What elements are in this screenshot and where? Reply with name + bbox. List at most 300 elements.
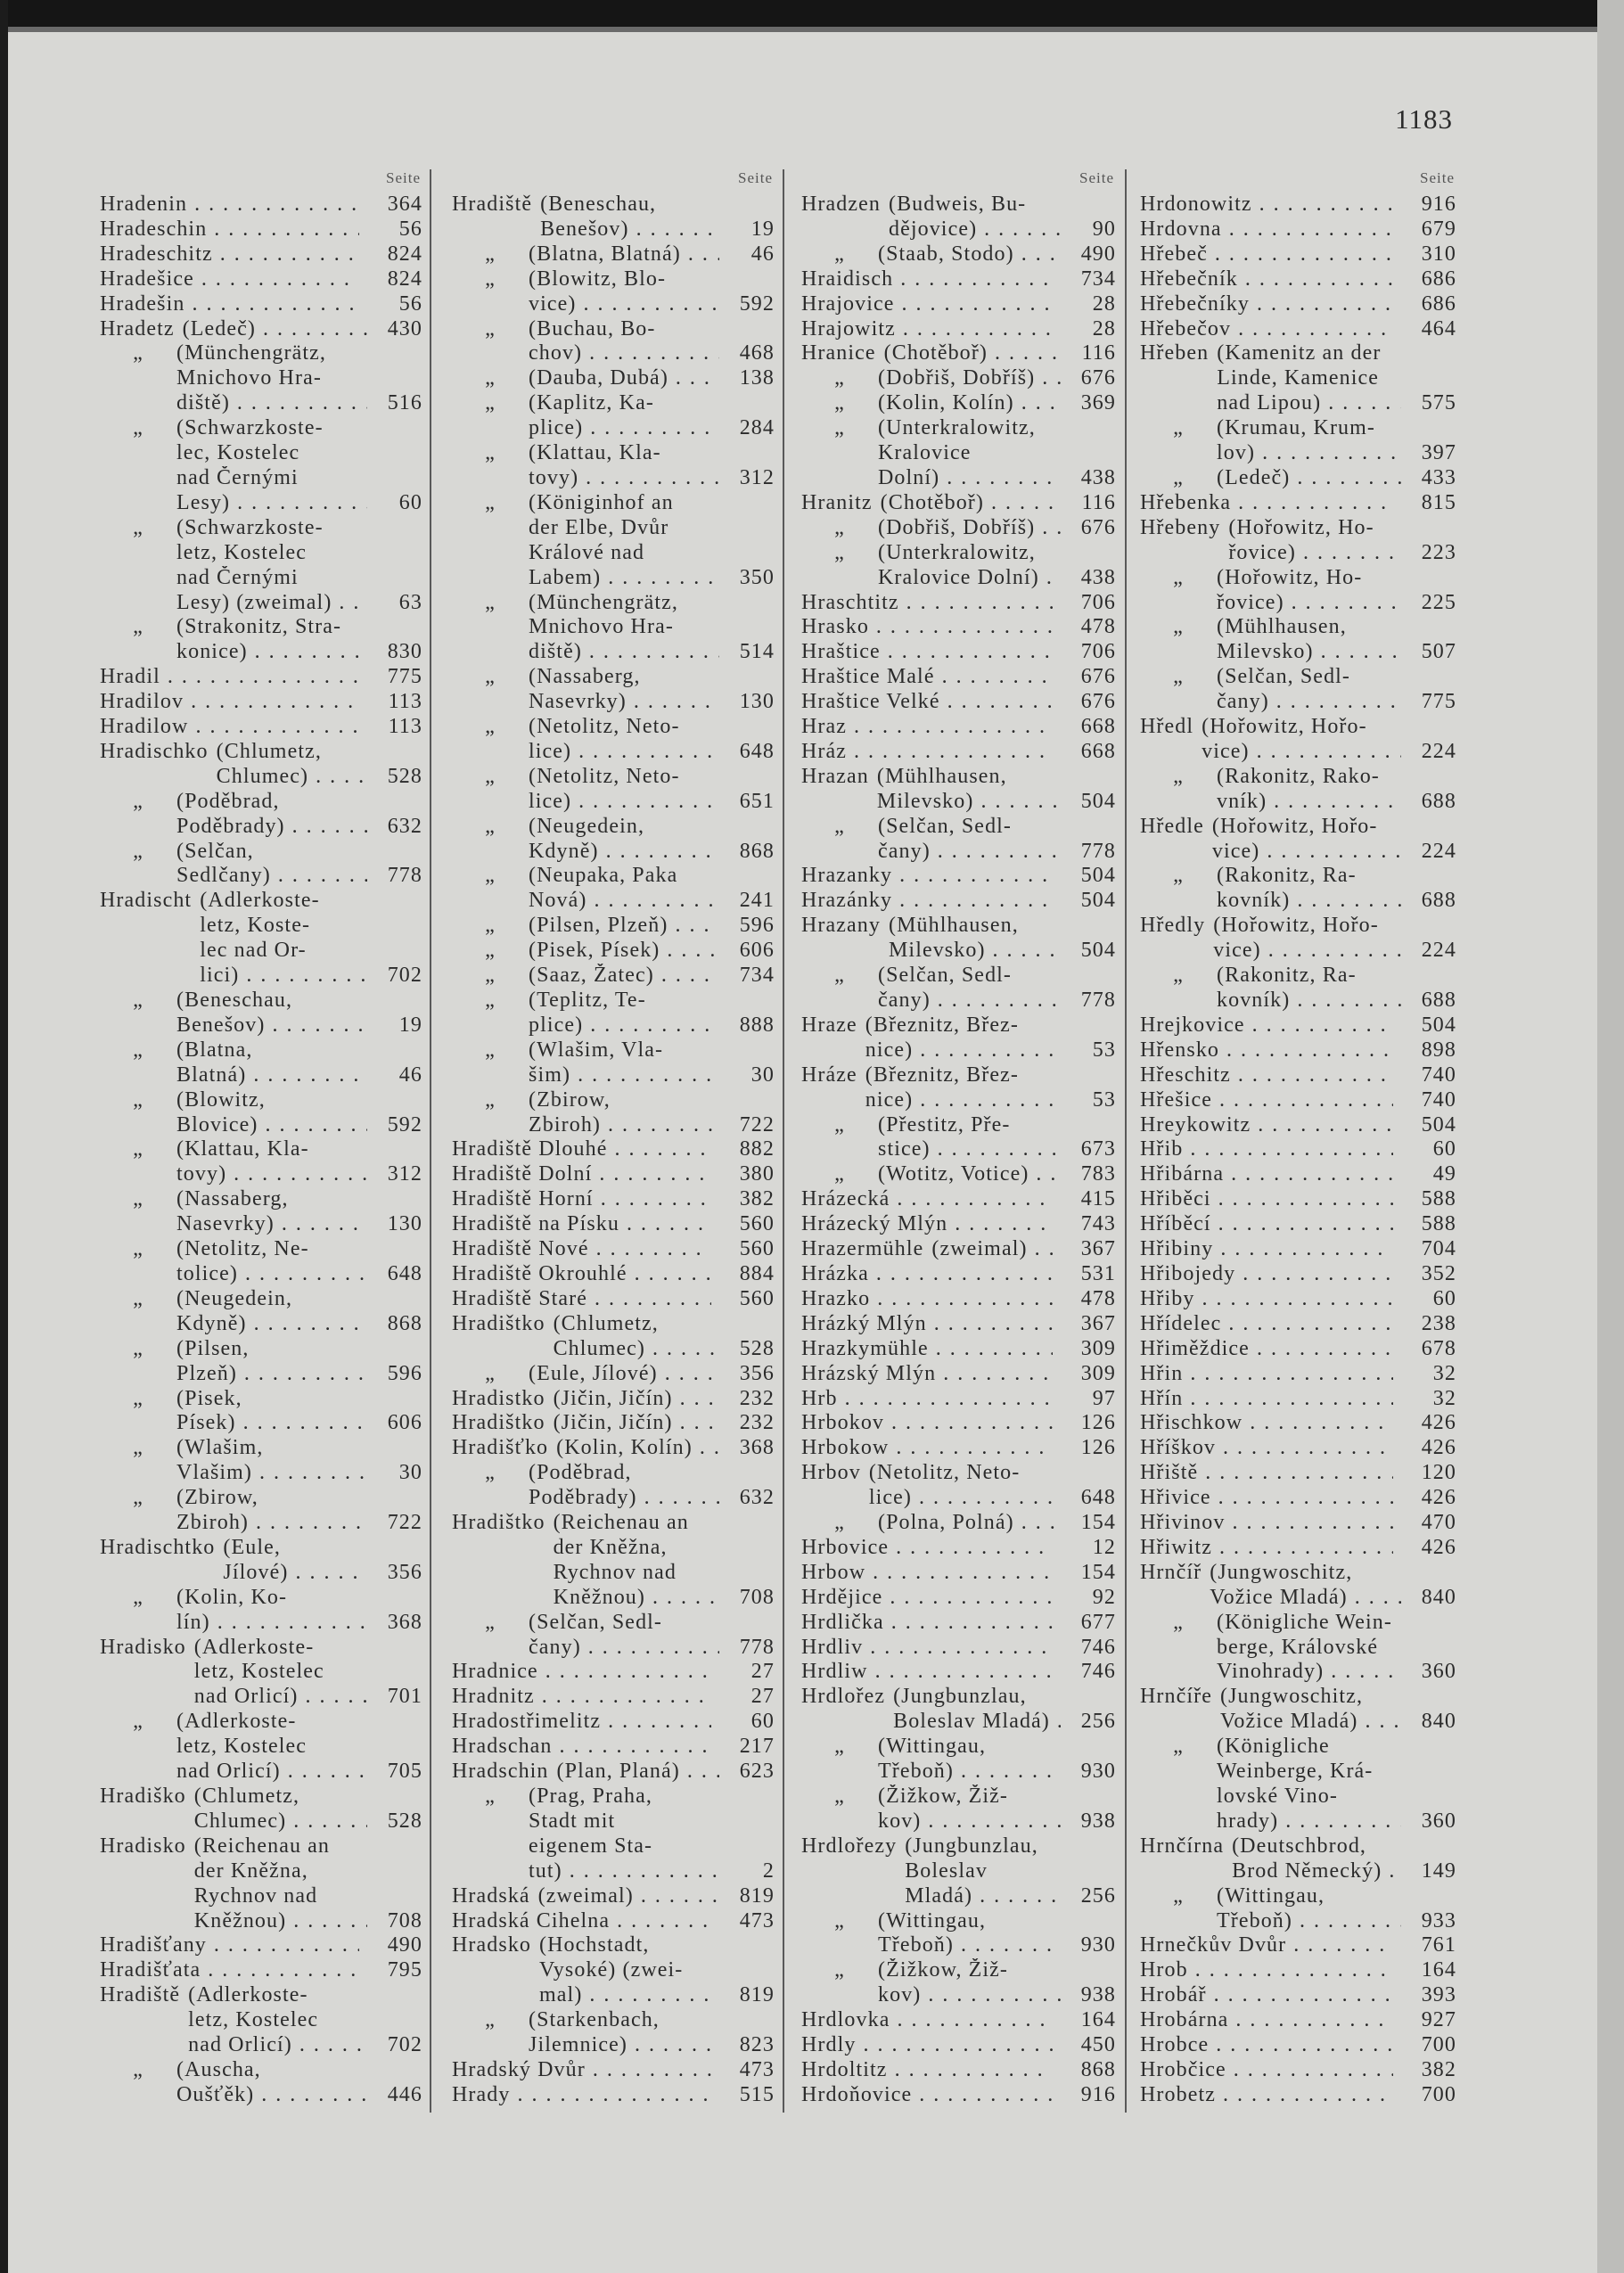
entry-details: [529, 914, 719, 939]
page-reference: 819: [739, 1983, 775, 2007]
entry-detail-line: Linde, Kamenice: [1217, 366, 1379, 390]
index-entry: [452, 1710, 775, 1735]
entry-detail-line: nice) . . .: [865, 1088, 1061, 1113]
index-entry: [452, 1411, 775, 1436]
entry-detail-line: lov) . . .: [1217, 441, 1401, 466]
entry-detail-line: (Dobřiš, Dobříš) . . .: [878, 366, 1061, 391]
entry-name: Hrobetz . . .: [1140, 2083, 1393, 2108]
index-entry: [1140, 1113, 1456, 1138]
entry-details: [529, 1362, 719, 1387]
entry-name: Hreykowitz . . .: [1140, 1113, 1393, 1138]
entry-details: [1210, 1561, 1401, 1611]
index-entry: [801, 964, 1116, 1013]
entry-details: [865, 1063, 1061, 1113]
entry-name: Hřiby . . .: [1140, 1287, 1393, 1312]
entry-detail-line: Milevsko) . . .: [877, 790, 1061, 815]
index-entry: [100, 267, 422, 292]
entry-detail-line: (Poděbrad,: [176, 789, 280, 813]
page-reference: 916: [1421, 193, 1456, 216]
page-reference: 63: [398, 590, 422, 614]
entry-details: [556, 1436, 719, 1461]
entry-details: [1217, 864, 1401, 914]
entry-details: [176, 1710, 367, 1785]
page-reference: 606: [739, 939, 775, 963]
index-entry: [801, 1685, 1116, 1735]
index-entry: [801, 1063, 1116, 1113]
page-reference: 60: [750, 1710, 775, 1734]
entry-name: Hřensko . . .: [1140, 1038, 1393, 1063]
entry-detail-line: (Adlerkoste-: [188, 1983, 308, 2007]
entry-detail-line: (Wotitz, Votice) . . .: [878, 1162, 1061, 1187]
entry-detail-line: (Wittingau,: [878, 1908, 987, 1932]
ditto-mark: „: [834, 964, 845, 988]
entry-details: [529, 665, 719, 715]
index-entry: [1140, 665, 1456, 715]
ditto-mark: „: [485, 366, 496, 390]
index-entry: [100, 416, 422, 516]
ditto-mark: „: [485, 914, 496, 938]
ditto-mark: „: [1173, 1883, 1184, 1908]
entry-name: Hradilow . . .: [100, 715, 359, 740]
ditto-mark: „: [133, 2057, 144, 2081]
entry-detail-line: (Eule, Jílové) . . .: [529, 1362, 719, 1387]
index-entry: [452, 1511, 775, 1611]
page-reference: 113: [388, 690, 422, 714]
page-reference: 824: [387, 267, 422, 291]
entry-detail-line: letz, Koste-: [200, 914, 311, 938]
entry-details: [1217, 1884, 1401, 1934]
page-reference: 632: [387, 814, 422, 838]
index-entry: [1140, 1187, 1456, 1212]
entry-name: Hradistko: [452, 1386, 545, 1410]
page-reference: 528: [739, 1336, 775, 1360]
entry-detail-line: (Unterkralowitz,: [878, 416, 1036, 440]
page-reference: 154: [1080, 1511, 1116, 1535]
page-reference: 606: [387, 1411, 422, 1435]
entry-detail-line: (Starkenbach,: [529, 2008, 660, 2032]
page-reference: 478: [1080, 615, 1116, 639]
entry-detail-line: Stadt mit: [529, 1809, 616, 1833]
entry-detail-line: (Zbirow,: [529, 1087, 611, 1112]
entry-details: [878, 1113, 1061, 1163]
ditto-mark: „: [485, 267, 496, 291]
entry-detail-line: (Teplitz, Te-: [529, 989, 646, 1012]
index-entry: [1140, 1958, 1456, 1983]
entry-name: Hrdějice . . .: [801, 1586, 1053, 1611]
entry-name: Hrazermühle: [801, 1237, 924, 1261]
index-entry: [452, 2008, 775, 2058]
entry-name: Hradiště Nové . . .: [452, 1237, 711, 1262]
entry-detail-line: vník) . . .: [1217, 790, 1401, 815]
index-entry: [452, 1660, 775, 1685]
ditto-mark: „: [133, 1386, 144, 1410]
entry-detail-line: (Strakonitz, Stra-: [176, 615, 342, 639]
entry-name: Hředl: [1140, 715, 1194, 739]
entry-name: Hraštice Malé . . .: [801, 665, 1053, 690]
index-entry: [801, 1561, 1116, 1586]
entry-name: Hradnitz . . .: [452, 1685, 711, 1710]
entry-details: [223, 1536, 367, 1586]
entry-name: Hrb . . .: [801, 1387, 1053, 1412]
entry-detail-line: (Reichenau an: [553, 1511, 689, 1535]
entry-name: Hrazkymühle . . .: [801, 1337, 1053, 1362]
entry-name: Hřebeny: [1140, 515, 1221, 539]
entry-details: [878, 416, 1061, 491]
index-entry: [801, 193, 1116, 242]
index-entry: [801, 267, 1116, 292]
page-reference: 223: [1421, 540, 1456, 564]
entry-detail-line: nad Orlicí) . . .: [194, 1685, 367, 1710]
entry-name: Hrejkovice . . .: [1140, 1013, 1393, 1038]
entry-detail-line: Rychnov nad: [193, 1883, 318, 1908]
page-reference: 898: [1421, 1038, 1456, 1062]
column-divider: [1125, 169, 1127, 2113]
index-entry: [100, 1785, 422, 1834]
entry-detail-line: Vožice Mladá) . . .: [1220, 1710, 1401, 1735]
entry-details: [529, 366, 719, 391]
page-reference: 722: [387, 1511, 422, 1535]
entry-name: Hrázký Mlýn . . .: [801, 1312, 1053, 1337]
entry-detail-line: (Jičin, Jičín) . . .: [554, 1387, 719, 1412]
entry-name: Hrobárna . . .: [1140, 2008, 1393, 2033]
index-entry: [1140, 217, 1456, 242]
index-entry: [1140, 1162, 1456, 1187]
entry-name: Hrobce . . .: [1140, 2033, 1393, 2058]
entry-detail-line: Třeboň) . . .: [878, 1933, 1061, 1958]
page-reference: 126: [1080, 1436, 1116, 1460]
page-reference: 700: [1421, 2033, 1456, 2057]
entry-details: [529, 2008, 719, 2058]
index-entry: [801, 1735, 1116, 1785]
entry-name: Hřiště . . .: [1140, 1461, 1393, 1486]
index-entry: [1140, 1511, 1456, 1536]
page-reference: 588: [1421, 1187, 1456, 1211]
entry-details: [176, 1387, 367, 1437]
entry-detail-line: (Netolitz, Neto-: [529, 764, 680, 788]
entry-detail-line: (Blowitz,: [176, 1087, 266, 1112]
page-reference: 677: [1080, 1610, 1116, 1634]
entry-detail-line: Třeboň) . . .: [1217, 1909, 1401, 1934]
ditto-mark: „: [133, 1585, 144, 1609]
index-entry: [100, 740, 422, 790]
ditto-mark: „: [133, 1710, 144, 1734]
entry-detail-line: der Kněžna,: [193, 1859, 308, 1883]
entry-name: Hřebenka . . .: [1140, 491, 1393, 516]
entry-detail-line: Kněžnou) . . .: [194, 1909, 367, 1934]
page-reference: 368: [387, 1610, 422, 1634]
entry-detail-line: (Adlerkoste-: [200, 889, 320, 913]
entry-detail-line: (Selčan,: [176, 839, 254, 863]
entry-name: Hřiběci . . .: [1140, 1187, 1393, 1212]
page-reference: 217: [739, 1735, 775, 1759]
index-entry: [452, 242, 775, 267]
index-entry: [100, 317, 422, 342]
page-reference: 840: [1421, 1585, 1456, 1609]
ditto-mark: „: [133, 1486, 144, 1510]
page-reference: 224: [1421, 839, 1456, 863]
entry-detail-line: Sedlčany) . . .: [176, 864, 367, 889]
index-entry: [801, 690, 1116, 715]
index-entry: [801, 292, 1116, 317]
page-reference: 648: [739, 739, 775, 763]
page-reference: 824: [387, 242, 422, 266]
entry-detail-line: Mladá) . . .: [905, 1884, 1061, 1909]
index-entry: [100, 1710, 422, 1785]
index-entry: [1140, 1685, 1456, 1735]
ditto-mark: „: [834, 1735, 845, 1759]
index-entry: [801, 1436, 1116, 1461]
ditto-mark: „: [485, 1610, 496, 1634]
page-reference: 397: [1421, 441, 1456, 465]
entry-details: [1217, 765, 1401, 815]
entry-name: Hřebeč . . .: [1140, 242, 1393, 267]
index-entry: [1140, 964, 1456, 1013]
entry-detail-line: Blovice) . . .: [176, 1113, 367, 1138]
page-reference: 504: [1080, 939, 1116, 963]
entry-detail-line: (Prag, Praha,: [529, 1785, 652, 1808]
scan-right-margin: [1597, 0, 1624, 2273]
entry-detail-line: (Auscha,: [176, 2057, 261, 2081]
entry-name: Hráz . . .: [801, 740, 1053, 765]
entry-details: [1213, 914, 1401, 964]
entry-details: [529, 242, 719, 267]
index-entry: [452, 939, 775, 964]
page-reference: 531: [1080, 1261, 1116, 1285]
page-reference: 19: [398, 1013, 422, 1037]
index-entry: [1140, 267, 1456, 292]
entry-name: Hradišťata . . .: [100, 1958, 359, 1983]
page-reference: 516: [387, 391, 422, 415]
page-reference: 528: [387, 764, 422, 788]
entry-detail-line: (Pisek,: [176, 1386, 242, 1410]
page-reference: 367: [1080, 1237, 1116, 1261]
ditto-mark: „: [834, 391, 845, 415]
entry-detail-line: (Buchau, Bo-: [529, 316, 656, 341]
entry-name: Hřiwitz . . .: [1140, 1536, 1393, 1561]
entry-detail-line: Třeboň) . . .: [878, 1760, 1061, 1785]
ditto-mark: „: [1173, 1735, 1184, 1759]
index-entry: [1140, 566, 1456, 616]
ditto-mark: „: [133, 839, 144, 863]
index-entry: [1140, 1983, 1456, 2008]
page-reference: 53: [1092, 1087, 1116, 1112]
entry-detail-line: Jilemnice) . . .: [529, 2033, 719, 2058]
entry-details: [554, 1511, 719, 1611]
entry-detail-line: lec, Kostelec: [176, 441, 300, 465]
entry-details: [1212, 815, 1401, 865]
page-reference: 116: [1081, 341, 1116, 365]
page-reference: 706: [1080, 640, 1116, 664]
ditto-mark: „: [834, 814, 845, 838]
entry-detail-line: (Pisek, Písek) . . .: [529, 939, 719, 964]
entry-detail-line: (Blatna, Blatná) . . .: [529, 242, 719, 267]
page-reference: 648: [1080, 1486, 1116, 1510]
ditto-mark: „: [485, 814, 496, 838]
page-reference: 309: [1080, 1361, 1116, 1385]
index-entry: [100, 1933, 422, 1958]
page-reference: 678: [1421, 1336, 1456, 1360]
entry-detail-line: Chlumec) . . .: [217, 765, 367, 790]
ditto-mark: „: [485, 864, 496, 888]
entry-name: Hrnčírna: [1140, 1834, 1225, 1858]
entry-detail-line: (Neugedein,: [529, 814, 645, 838]
entry-detail-line: (Netolitz, Neto-: [868, 1461, 1021, 1485]
page-reference: 504: [1421, 1112, 1456, 1136]
page-reference: 778: [387, 864, 422, 888]
entry-name: Hradostřimelitz . . .: [452, 1710, 711, 1735]
entry-detail-line: (Wittingau,: [878, 1735, 987, 1759]
index-entry: [100, 989, 422, 1038]
index-entry: [801, 665, 1116, 690]
index-entry: [1140, 1088, 1456, 1113]
index-entry: [1140, 466, 1456, 491]
index-entry: [801, 1586, 1116, 1611]
page-reference: 761: [1421, 1933, 1456, 1957]
entry-name: Hrob . . .: [1140, 1958, 1393, 1983]
entry-name: Hřib . . .: [1140, 1137, 1393, 1162]
index-entry: [1140, 1063, 1456, 1088]
index-entry: [801, 1162, 1116, 1187]
index-entry: [452, 2058, 775, 2083]
entry-detail-line: (Mühlhausen,: [876, 764, 1007, 788]
entry-detail-line: Lesy) . . .: [176, 491, 367, 516]
entry-details: [217, 740, 367, 790]
entry-detail-line: (Selčan, Sedl-: [1217, 665, 1351, 689]
entry-detail-line: (Staab, Stodo) . . .: [878, 242, 1061, 267]
page-reference: 470: [1421, 1511, 1456, 1535]
entry-name: Hradišťko: [452, 1436, 549, 1460]
ditto-mark: „: [485, 665, 496, 689]
index-entry: [100, 1237, 422, 1287]
entry-detail-line: Milevsko) . . .: [1217, 640, 1401, 665]
index-entry: [801, 914, 1116, 964]
page-reference: 53: [1092, 1038, 1116, 1062]
page-reference: 708: [387, 1908, 422, 1932]
index-entry: [452, 1262, 775, 1287]
entry-name: Hrázecká . . .: [801, 1187, 1053, 1212]
entry-details: [1202, 715, 1401, 765]
entry-detail-line: (Klattau, Kla-: [529, 441, 661, 465]
index-entry: [801, 864, 1116, 889]
entry-details: [529, 391, 719, 441]
entry-detail-line: hrady) . . .: [1217, 1809, 1401, 1834]
entry-details: [878, 1785, 1061, 1834]
scan-left-border: [0, 0, 8, 2273]
entry-detail-line: nad Lipou) . . .: [1217, 391, 1401, 416]
entry-detail-line: Chlumec) . . .: [194, 1809, 367, 1834]
index-entry: [1140, 317, 1456, 342]
entry-details: [878, 1909, 1061, 1959]
index-entry: [452, 665, 775, 715]
page-reference: 700: [1421, 2082, 1456, 2106]
index-entry: [801, 2008, 1116, 2033]
entry-details: [884, 341, 1061, 366]
ditto-mark: „: [1173, 864, 1184, 888]
index-entry: [100, 1088, 422, 1138]
entry-detail-line: (Pilsen,: [176, 1336, 250, 1360]
index-entry: [100, 1536, 422, 1586]
entry-details: [878, 1958, 1061, 2008]
entry-detail-line: plice) . . .: [529, 1013, 719, 1038]
entry-detail-line: Poděbrady) . . .: [529, 1486, 719, 1511]
page-reference: 933: [1421, 1908, 1456, 1932]
page-reference: 309: [1080, 1336, 1116, 1360]
entry-name: Hradnice . . .: [452, 1660, 711, 1685]
page-reference: 588: [1421, 1212, 1456, 1236]
ditto-mark: „: [834, 1958, 845, 1982]
entry-detail-line: (Chlumetz,: [193, 1785, 300, 1808]
entry-detail-line: (Selčan, Sedl-: [529, 1610, 663, 1634]
index-entry: [801, 1362, 1116, 1387]
ditto-mark: „: [133, 1436, 144, 1460]
page-reference: 651: [739, 789, 775, 813]
page-reference: 2: [762, 1859, 775, 1883]
page-reference: 116: [1081, 490, 1116, 514]
index-entry: [1140, 715, 1456, 765]
entry-details: [1228, 516, 1401, 566]
ditto-mark: „: [485, 2008, 496, 2032]
page-reference: 840: [1421, 1710, 1456, 1734]
page-reference: 688: [1421, 889, 1456, 913]
entry-detail-line: Kdyně) . . .: [176, 1312, 367, 1337]
entry-name: Hrbokow . . .: [801, 1436, 1053, 1461]
page-reference: 775: [387, 665, 422, 689]
entry-detail-line: kovník) . . .: [1217, 889, 1401, 914]
index-entry: [1140, 1461, 1456, 1486]
entry-details: [529, 1038, 719, 1088]
index-entry: [100, 1958, 422, 1983]
index-entry: [1140, 1312, 1456, 1337]
entry-details: [538, 1884, 719, 1909]
entry-name: Hrdlořezy: [801, 1834, 898, 1858]
entry-detail-line: Boleslav Mladá) . . .: [893, 1710, 1061, 1735]
entry-detail-line: mal) . . .: [539, 1983, 719, 2008]
index-entry: [452, 815, 775, 865]
entry-detail-line: eigenem Sta-: [529, 1834, 653, 1858]
index-entry: [1140, 765, 1456, 815]
page-reference: 97: [1092, 1386, 1116, 1410]
entry-details: [889, 914, 1061, 964]
page-reference: 232: [739, 1386, 775, 1410]
entry-details: [878, 964, 1061, 1013]
entry-detail-line: Lesy) (zweimal) . . .: [176, 591, 367, 616]
index-entry: [452, 1909, 775, 1934]
page-reference: 360: [1421, 1660, 1456, 1684]
page-reference: 380: [739, 1162, 775, 1186]
ditto-mark: „: [485, 1038, 496, 1062]
entry-detail-line: kov) . . .: [878, 1809, 1061, 1834]
page-reference: 708: [739, 1585, 775, 1609]
index-entry: [452, 441, 775, 491]
page-reference: 350: [739, 565, 775, 589]
page-reference: 130: [739, 690, 775, 714]
entry-detail-line: (Hořowitz, Ho-: [1217, 565, 1363, 589]
entry-detail-line: (Neupaka, Paka: [529, 864, 678, 888]
page-reference: 528: [387, 1809, 422, 1833]
entry-details: [176, 416, 367, 516]
entry-detail-line: letz, Kostelec: [176, 1735, 308, 1759]
page-reference: 312: [739, 465, 775, 489]
index-column-4: [1140, 169, 1456, 2108]
ditto-mark: „: [133, 989, 144, 1012]
page-reference: 312: [387, 1162, 422, 1186]
entry-details: [176, 2058, 367, 2108]
index-entry: [801, 541, 1116, 591]
entry-detail-line: Rychnov nad: [553, 1560, 677, 1584]
index-entry: [1140, 1536, 1456, 1561]
entry-details: [176, 1038, 367, 1088]
index-entry: [100, 1337, 422, 1387]
